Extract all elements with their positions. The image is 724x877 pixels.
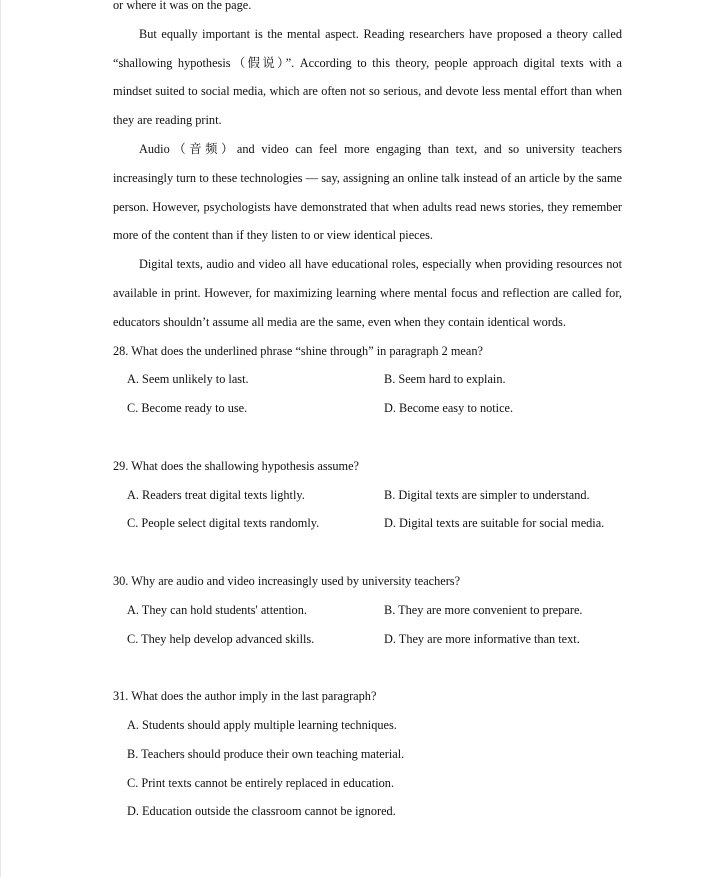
option-row (127, 509, 622, 538)
option-row (127, 481, 622, 510)
question-stem: 31. What does the author imply in the last paragraph? (113, 689, 377, 704)
question-31 (113, 682, 622, 826)
question-stem: 28. What does the underlined phrase “shine through” in paragraph 2 mean? (113, 343, 483, 358)
option-a: A. Seem unlikely to last. (127, 372, 249, 387)
option-b: B. Seem hard to explain. (384, 372, 506, 387)
option-d: D. Digital texts are suitable for social media. (384, 516, 605, 531)
spacer (113, 538, 622, 567)
option-d: D. They are more informative than text. (384, 631, 580, 646)
option-a: A. Students should apply multiple learning techniques. (127, 717, 397, 732)
option-c: C. Print texts cannot be entirely replaced in education. (127, 775, 395, 790)
option-row (127, 394, 622, 423)
option-row (127, 365, 622, 394)
option-b: B. Teachers should produce their own teaching material. (127, 746, 405, 761)
option-b: B. Digital texts are simpler to understand. (384, 487, 590, 502)
passage-paragraph: Audio（音频）and video can feel more engaging than text, and so university teachers increasingly turn to these technologies — say, assigning an online talk instead of an article by the same person. However, psychologists have demonstrated that when adults read news stories, they remember more of the content than if they listen to or view identical pieces. (113, 141, 622, 243)
question-29 (113, 452, 622, 538)
option-row (127, 625, 622, 654)
passage-paragraph: Digital texts, audio and video all have educational roles, especially when providing resources not available in print. However, for maximizing learning where mental focus and reflection are called for, educators shouldn’t assume all media are the same, even when they contain identical words. (113, 257, 622, 329)
option-b: B. They are more convenient to prepare. (384, 602, 583, 617)
option-d: D. Education outside the classroom cannot be ignored. (127, 804, 396, 819)
passage-paragraph: But equally important is the mental aspect. Reading researchers have proposed a theory called “shallowing hypothesis（假说）”. According to this theory, people approach digital texts with a mindset suited to social media, which are often not so serious, and devote less mental effort than when they are reading print. (113, 26, 622, 128)
spacer (113, 423, 622, 452)
question-28 (113, 337, 622, 423)
question-30 (113, 567, 622, 653)
option-c: C. They help develop advanced skills. (127, 631, 315, 646)
option-row (127, 596, 622, 625)
question-stem: 30. Why are audio and video increasingly used by university teachers? (113, 573, 461, 588)
option-a: A. Readers treat digital texts lightly. (127, 487, 305, 502)
question-stem: 29. What does the shallowing hypothesis assume? (113, 458, 360, 473)
document-content (113, 0, 622, 826)
option-d: D. Become easy to notice. (384, 401, 514, 416)
spacer (113, 653, 622, 682)
option-c: C. Become ready to use. (127, 401, 248, 416)
passage-paragraph: or where it was on the page. (113, 0, 252, 12)
option-c: C. People select digital texts randomly. (127, 516, 320, 531)
option-a: A. They can hold students' attention. (127, 602, 307, 617)
